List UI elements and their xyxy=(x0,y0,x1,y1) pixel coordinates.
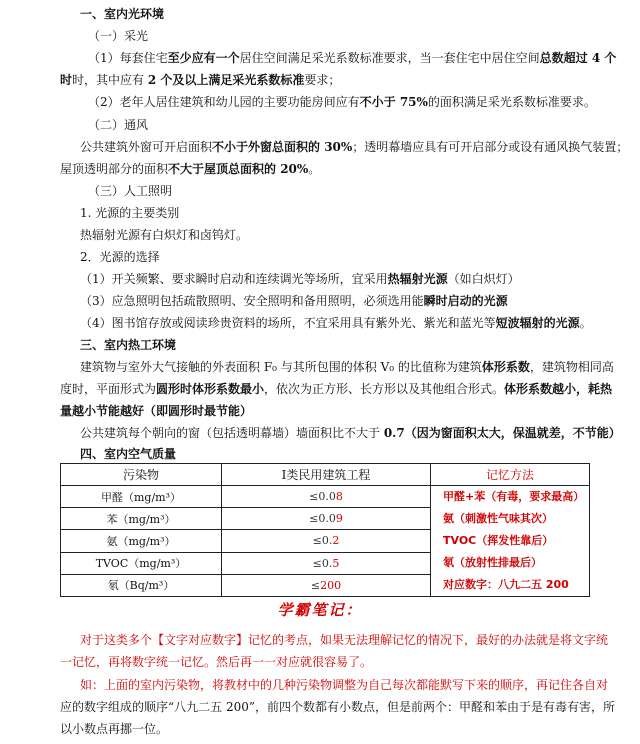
pollutant-limit: ≤0.2 xyxy=(222,530,431,552)
pollutant-table xyxy=(60,463,590,597)
pollutant-name: 氨（mg/m³） xyxy=(61,530,222,552)
paragraph-daylight-2: （2）老年人居住建筑和幼儿园的主要功能房间应有不小于 75%的面积满足采光系数标准要求。 xyxy=(88,95,596,109)
pollutant-limit: ≤0.09 xyxy=(222,508,431,530)
lighting-item-1-text: 热辐射光源有白炽灯和卤钨灯。 xyxy=(80,228,249,242)
pollutant-name: TVOC（mg/m³） xyxy=(61,552,222,574)
lighting-item-2: 2．光源的选择 xyxy=(80,250,160,264)
lighting-rule-4: （4）图书馆存放或阅读珍贵资料的场所，不宜采用具有紫外光、紫光和蓝光等短波辐射的光源。 xyxy=(80,316,592,330)
header-memory: 记忆方法 xyxy=(431,464,590,486)
memory-line: 对应数字：八九二五 200 xyxy=(443,578,569,591)
note-title: 学霸笔记： xyxy=(277,601,363,619)
memory-line: TVOC（挥发性靠后） xyxy=(443,534,554,547)
paragraph-thermal-4: 公共建筑每个朝向的窗（包括透明幕墙）墙面积比不大于 0.7（因为窗面积太大，保温就差，不节能） xyxy=(80,426,621,440)
pollutant-name: 苯（mg/m³） xyxy=(61,508,222,530)
pollutant-name: 氡（Bq/m³） xyxy=(61,574,222,596)
section-title-air: 四、室内空气质量 xyxy=(80,447,177,461)
section-title-light: 一、室内光环境 xyxy=(80,7,165,21)
paragraph-daylight-1-cont: 时时，其中应有 2 个及以上满足采光系数标准要求； xyxy=(60,73,341,87)
note-paragraph-1-cont: 一记忆，再将数字统一记忆。然后再一一对应就很容易了。 xyxy=(60,655,373,669)
paragraph-thermal-3: 量越小节能越好（即圆形时最节能） xyxy=(60,404,253,418)
paragraph-ventilation-1: 公共建筑外窗可开启面积不小于外窗总面积的 30%；透明幕墙应具有可开启部分或设有通风换气装置； xyxy=(80,140,629,154)
table-header-row xyxy=(61,464,590,486)
memory-line: 氨（刺激性气味其次） xyxy=(443,512,553,525)
lighting-item-1: 1. 光源的主要类别 xyxy=(80,206,180,220)
pollutant-limit: ≤0.08 xyxy=(222,486,431,508)
pollutant-limit: ≤200 xyxy=(222,574,431,596)
lighting-rule-3: （3）应急照明包括疏散照明、安全照明和备用照明，必须选用能瞬时启动的光源 xyxy=(80,294,508,308)
subsection-lighting: （三）人工照明 xyxy=(88,184,173,198)
lighting-rule-1: （1）开关频繁、要求瞬时启动和连续调光等场所，宜采用热辐射光源（如白炽灯） xyxy=(80,272,520,286)
header-class-one: Ⅰ类民用建筑工程 xyxy=(222,464,431,486)
pollutant-limit: ≤0.5 xyxy=(222,552,431,574)
note-paragraph-2-cont: 应的数字组成的顺序“八九二五 200”，前四个数都有小数点，但是前两个：甲醛和苯由于是有毒有害，所 xyxy=(60,700,615,714)
paragraph-daylight-1: （1）每套住宅至少应有一个居住空间满足采光系数标准要求，当一套住宅中居住空间总数超过 4 个 xyxy=(88,51,617,65)
paragraph-ventilation-2: 屋顶透明部分的面积不大于屋顶总面积的 20%。 xyxy=(60,162,321,176)
section-title-thermal: 三、室内热工环境 xyxy=(80,338,177,352)
table-row xyxy=(61,486,590,508)
memory-line: 甲醛+苯（有毒，要求最高） xyxy=(443,490,585,503)
paragraph-thermal-1: 建筑物与室外大气接触的外表面积 F₀ 与其所包围的体积 V₀ 的比值称为建筑体形系数，建筑物相同高 xyxy=(80,360,614,374)
header-pollutant: 污染物 xyxy=(61,464,222,486)
note-paragraph-1: 对于这类多个【文字对应数字】记忆的考点，如果无法理解记忆的情况下，最好的办法就是将文字统 xyxy=(80,633,609,647)
pollutant-name: 甲醛（mg/m³） xyxy=(61,486,222,508)
memory-method-cell xyxy=(431,486,590,597)
note-paragraph-2-end: 以小数点再挪一位。 xyxy=(60,722,169,736)
paragraph-thermal-2: 度时，平面形式为圆形时体形系数最小，依次为正方形、长方形以及其他组合形式。体形系数越小，耗热 xyxy=(60,382,613,396)
subsection-daylight: （一）采光 xyxy=(88,29,149,43)
subsection-ventilation: （二）通风 xyxy=(88,118,149,132)
memory-line: 氡（放射性排最后） xyxy=(443,556,542,569)
note-paragraph-2: 如：上面的室内污染物，将教材中的几种污染物调整为自己每次都能默写下来的顺序，再记住各自对 xyxy=(80,678,609,692)
